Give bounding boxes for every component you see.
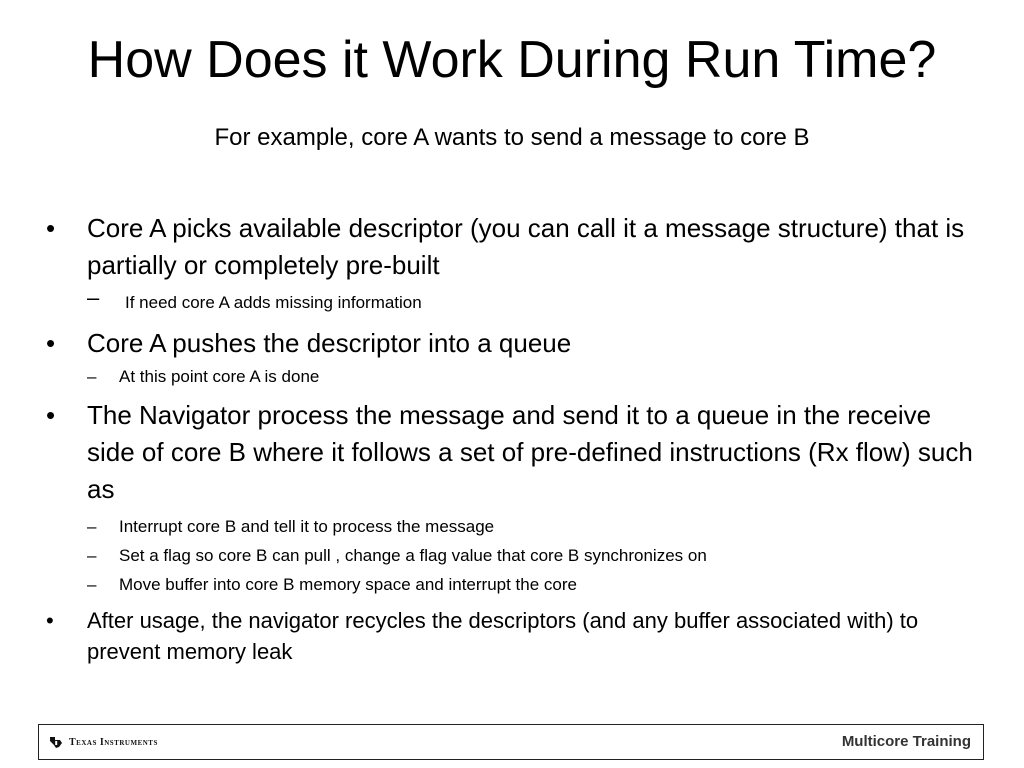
bullet-list <box>44 210 974 667</box>
bullet-item: • Core A picks available descriptor (you can call it a message structure) that is partially or completely pre-built <box>44 210 974 284</box>
texas-state-icon <box>49 735 63 749</box>
footer-title: Multicore Training <box>841 733 971 750</box>
slide-title: How Does it Work During Run Time? <box>87 31 937 89</box>
bullet-item: • The Navigator process the message and send it to a queue in the receive side of core B where it follows a set of pre-defined instructions (Rx flow) such as <box>44 397 974 508</box>
slide-subtitle: For example, core A wants to send a message to core B <box>214 124 810 151</box>
sub-bullet-item: – Interrupt core B and tell it to process the message <box>44 512 974 541</box>
sub-bullet-item: – Move buffer into core B memory space and interrupt the core <box>44 570 974 599</box>
bullet-item: • Core A pushes the descriptor into a queue <box>44 325 974 362</box>
footer-bar <box>38 724 984 760</box>
sub-bullet-item: – If need core A adds missing information <box>44 288 974 317</box>
sub-bullet-item: – At this point core A is done <box>44 362 974 391</box>
ti-logo-text: Texas Instruments <box>69 736 158 748</box>
bullet-item: • After usage, the navigator recycles the descriptors (and any buffer associated with) to prevent memory leak <box>44 605 974 667</box>
sub-bullet-item: – Set a flag so core B can pull , change a flag value that core B synchronizes on <box>44 541 974 570</box>
ti-logo <box>49 735 158 749</box>
